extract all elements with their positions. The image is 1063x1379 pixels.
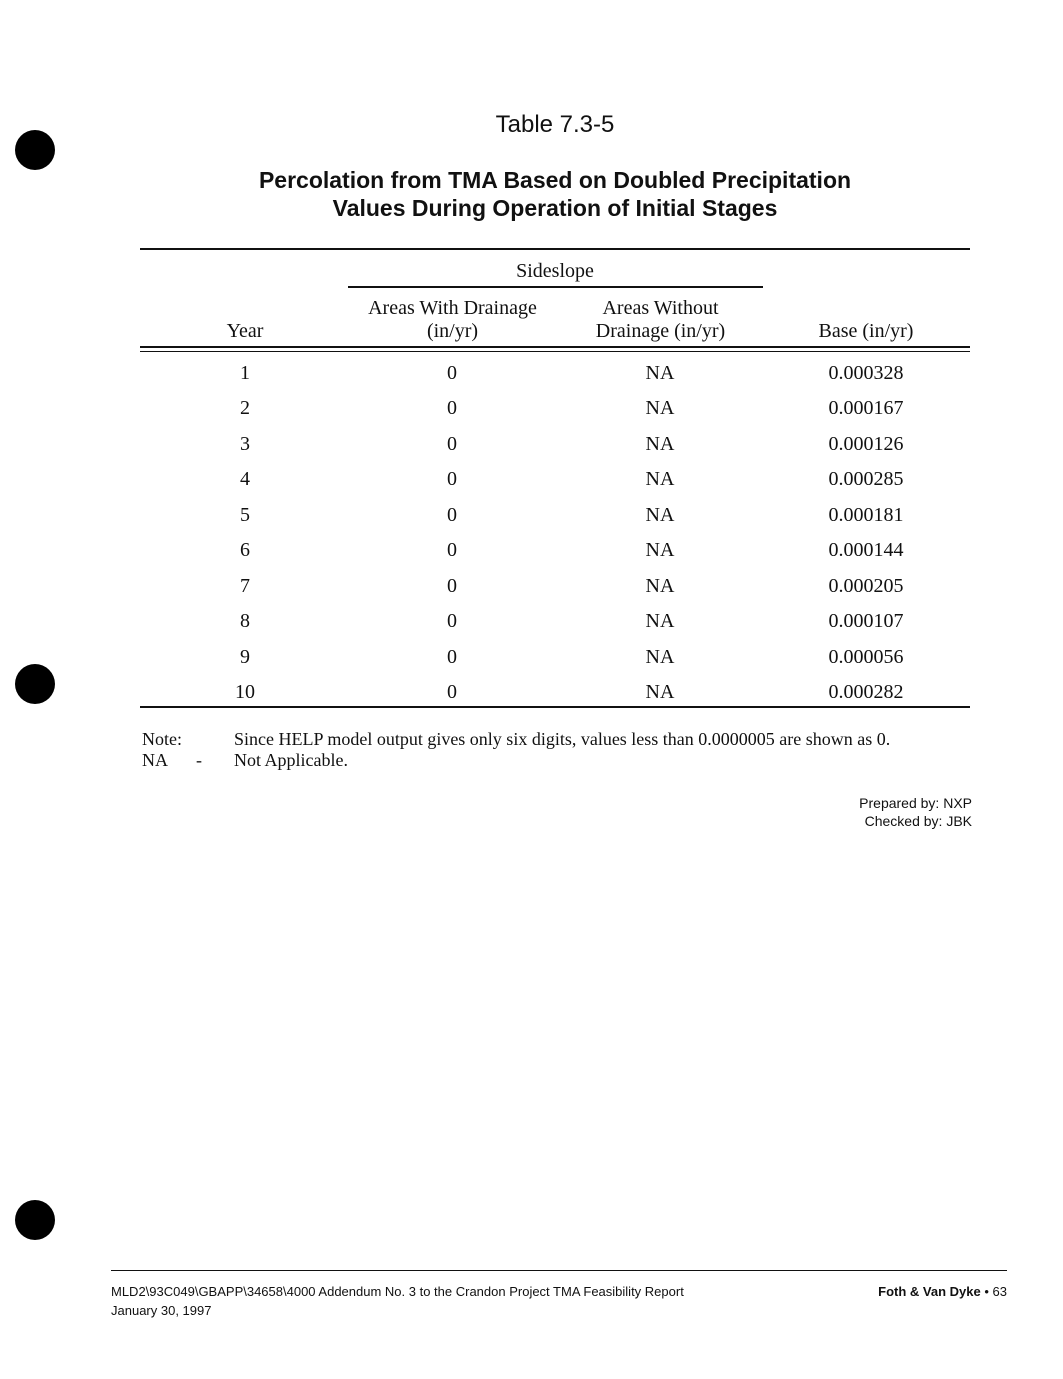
punch-hole-bottom [15, 1200, 55, 1240]
cell-year: 1 [240, 362, 250, 384]
cell-with-drainage: 0 [447, 646, 457, 668]
cell-base: 0.000282 [828, 681, 904, 703]
table-row [140, 468, 970, 503]
col-header-with-drainage-line2: (in/yr) [426, 320, 479, 342]
footer-date: January 30, 1997 [111, 1303, 212, 1318]
table-row [140, 504, 970, 539]
cell-year: 7 [240, 575, 250, 597]
table-row [140, 575, 970, 610]
cell-with-drainage: 0 [447, 575, 457, 597]
header-bottom-rule-1 [140, 346, 970, 348]
cell-year: 5 [240, 504, 250, 526]
cell-with-drainage: 0 [447, 433, 457, 455]
cell-with-drainage: 0 [447, 397, 457, 419]
cell-base: 0.000205 [828, 575, 904, 597]
col-header-year: Year [226, 320, 264, 342]
cell-without-drainage: NA [645, 575, 675, 597]
note-label: Note: [142, 729, 182, 749]
cell-with-drainage: 0 [447, 362, 457, 384]
cell-base: 0.000181 [828, 504, 904, 526]
cell-base: 0.000328 [828, 362, 904, 384]
note-text: Since HELP model output gives only six digits, values less than 0.0000005 are shown as 0. [234, 729, 891, 749]
na-text: Not Applicable. [234, 750, 348, 770]
cell-with-drainage: 0 [447, 681, 457, 703]
cell-without-drainage: NA [645, 504, 675, 526]
table-row [140, 646, 970, 681]
table-row [140, 433, 970, 468]
cell-without-drainage: NA [645, 362, 675, 384]
cell-without-drainage: NA [645, 539, 675, 561]
col-header-with-drainage-line1: Areas With Drainage [368, 297, 537, 319]
table-row [140, 397, 970, 432]
cell-base: 0.000144 [828, 539, 904, 561]
cell-year: 9 [240, 646, 250, 668]
cell-with-drainage: 0 [447, 539, 457, 561]
na-dash: - [196, 750, 202, 770]
group-header-sideslope: Sideslope [516, 260, 594, 282]
footer-company-page [878, 1283, 1007, 1300]
cell-base: 0.000126 [828, 433, 904, 455]
footer-page-number: 63 [992, 1284, 1007, 1299]
col-header-without-drainage-line1: Areas Without [602, 297, 719, 319]
punch-hole-middle [15, 664, 55, 704]
footer-rule [111, 1270, 1007, 1271]
cell-base: 0.000056 [828, 646, 904, 668]
cell-year: 6 [240, 539, 250, 561]
table-row [140, 539, 970, 574]
col-header-without-drainage-line2: Drainage (in/yr) [595, 320, 726, 342]
cell-with-drainage: 0 [447, 610, 457, 632]
cell-base: 0.000167 [828, 397, 904, 419]
table-title-line-1: Percolation from TMA Based on Doubled Precipitation [258, 167, 852, 193]
prepared-by: Prepared by: NXP [859, 795, 972, 811]
cell-without-drainage: NA [645, 646, 675, 668]
table-row [140, 681, 970, 716]
table-title-line-2: Values During Operation of Initial Stages [332, 195, 778, 221]
cell-year: 4 [240, 468, 250, 490]
checked-by: Checked by: JBK [864, 813, 972, 829]
cell-without-drainage: NA [645, 468, 675, 490]
col-header-base: Base (in/yr) [818, 320, 914, 342]
footer-path-title: MLD2\93C049\GBAPP\34658\4000 Addendum No. 3 to the Crandon Project TMA Feasibility Report [111, 1284, 684, 1299]
cell-without-drainage: NA [645, 397, 675, 419]
table-number: Table 7.3-5 [495, 111, 615, 138]
cell-without-drainage: NA [645, 681, 675, 703]
sideslope-underline [348, 286, 763, 288]
cell-without-drainage: NA [645, 610, 675, 632]
table-row [140, 610, 970, 645]
table-row [140, 362, 970, 397]
cell-without-drainage: NA [645, 433, 675, 455]
table-top-rule [140, 248, 970, 250]
footer-company: Foth & Van Dyke [878, 1284, 981, 1299]
cell-with-drainage: 0 [447, 468, 457, 490]
cell-year: 8 [240, 610, 250, 632]
footer-bullet: • [984, 1284, 989, 1299]
cell-with-drainage: 0 [447, 504, 457, 526]
header-bottom-rule-2 [140, 351, 970, 352]
cell-year: 3 [240, 433, 250, 455]
na-label: NA [142, 750, 168, 770]
cell-year: 2 [240, 397, 250, 419]
cell-year: 10 [235, 681, 255, 703]
cell-base: 0.000285 [828, 468, 904, 490]
cell-base: 0.000107 [828, 610, 904, 632]
